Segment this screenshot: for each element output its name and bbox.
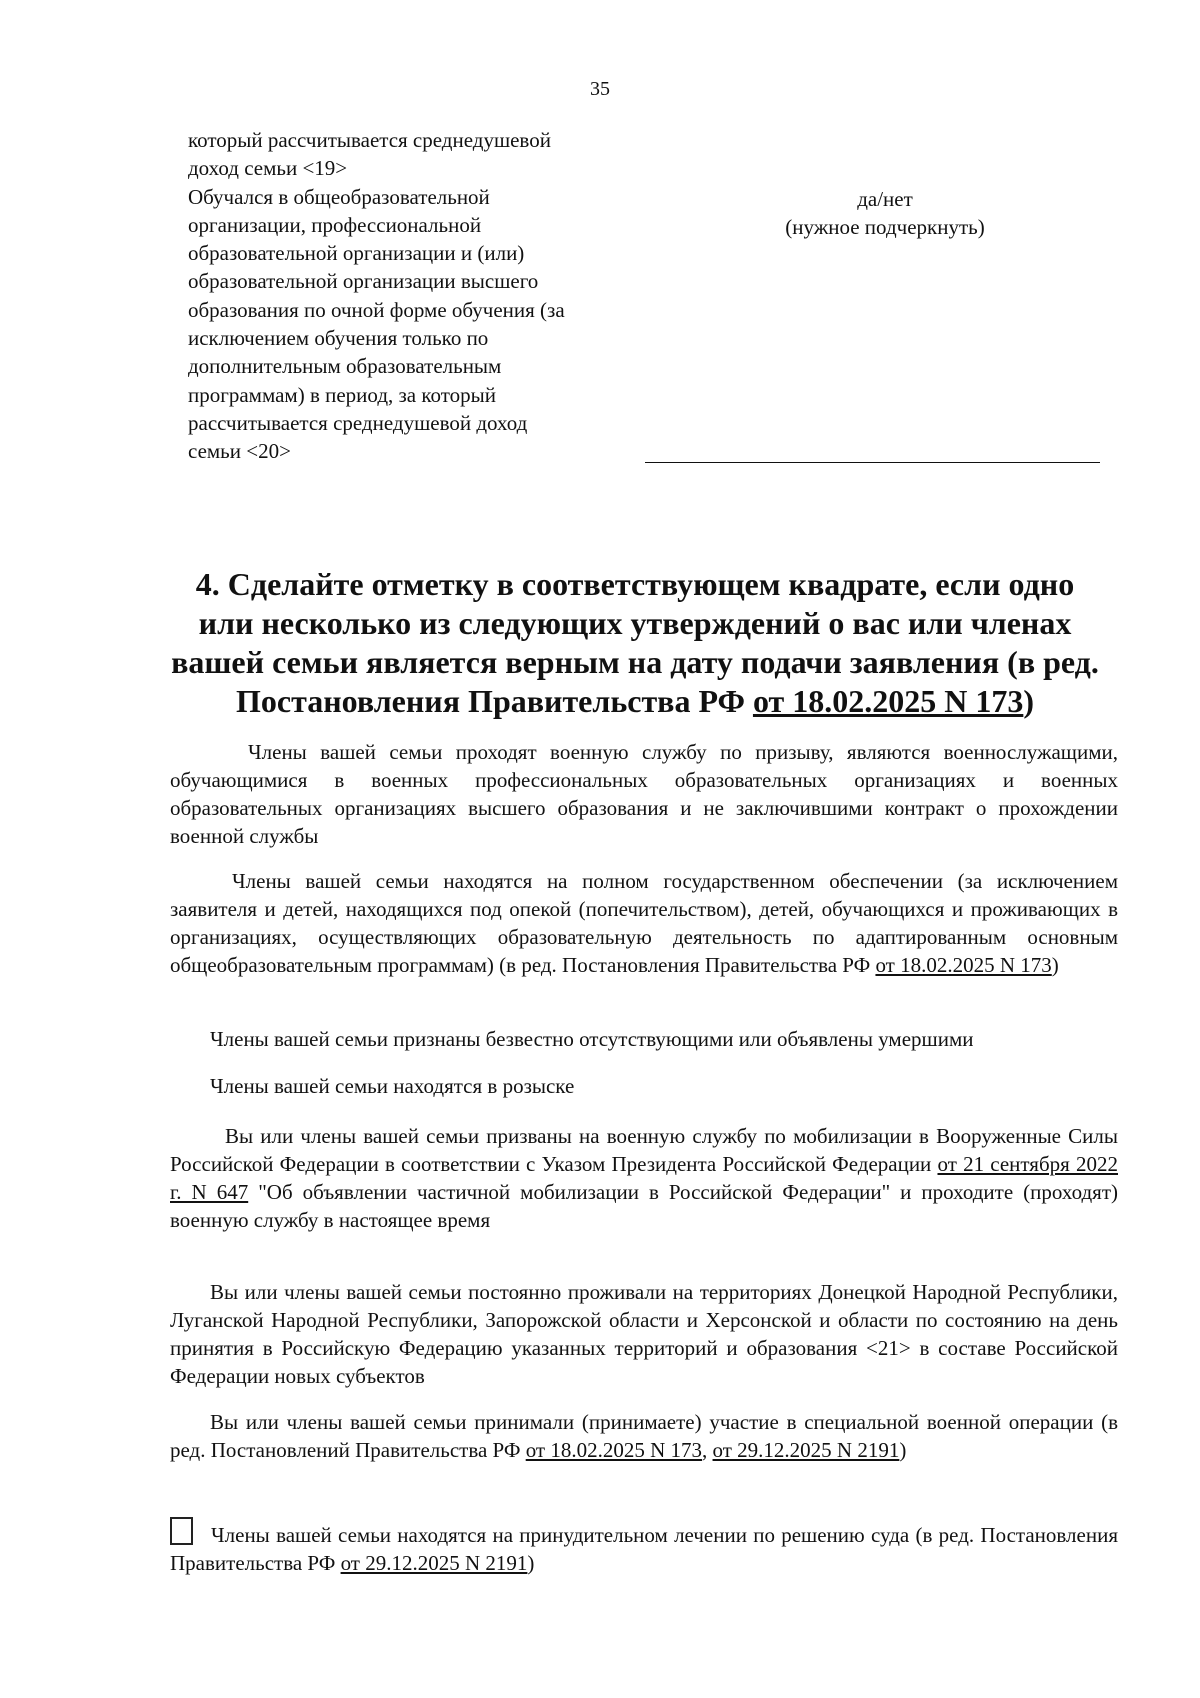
question-text-column <box>188 126 658 466</box>
heading-text: ) <box>1023 683 1034 719</box>
question-line: который рассчитывается среднедушевой <box>188 128 551 152</box>
heading-text: Постановления Правительства РФ <box>236 683 753 719</box>
statement-text: "Об объявлении частичной мобилизации в Российской Федерации" и проходите (проходят) военную службу в настоящее время <box>170 1180 1118 1232</box>
statement-state-support[interactable] <box>170 867 1118 979</box>
signature-line <box>645 462 1100 463</box>
statement-text: Вы или члены вашей семьи постоянно проживали на территориях Донецкой Народной Республики, Луганской Народной Республики, Запорожской области и Херсонской и области по состоянию на день принятия в Российскую Федерацию указанных территорий и образования <21> в составе Российской Федерации новых субъектов <box>170 1280 1118 1388</box>
question-line: образовательной организации высшего <box>188 269 539 294</box>
statement-missing-deceased[interactable] <box>170 1025 1118 1053</box>
question-line: образования по очной форме обучения (за <box>188 297 565 322</box>
statement-text: , <box>702 1438 713 1462</box>
heading-ref-link[interactable]: от 18.02.2025 N 173 <box>752 683 1024 719</box>
question-line: программам) в период, за который <box>188 382 496 407</box>
statement-ref-link[interactable]: от 18.02.2025 N 173 <box>525 1438 703 1462</box>
statement-text: Члены вашей семьи признаны безвестно отсутствующими или объявлены умершими <box>210 1027 974 1051</box>
statement-text: ) <box>899 1438 907 1462</box>
statement-text: Члены вашей семьи проходят военную службу по призыву, являются военнослужащими, обучающимися в военных профессиональных образовательных организациях и военных образовательных организациях высшего образования и не заключившими контракт о прохождении военной службы <box>170 740 1118 848</box>
statement-military-service[interactable] <box>170 738 1118 850</box>
page-number: 35 <box>590 78 610 100</box>
question-line: образовательной организации и (или) <box>188 241 525 266</box>
statement-mobilization[interactable] <box>170 1122 1118 1234</box>
statement-ref-link[interactable]: от 18.02.2025 N 173 <box>875 953 1052 977</box>
checkbox[interactable] <box>170 1517 193 1545</box>
question-line: семьи <20> <box>188 439 291 464</box>
statement-text: Вы или члены вашей семьи принимали (принимаете) участие в специальной военной операции (в ред. Постановлений Правительства РФ <box>170 1410 1118 1462</box>
question-line: исключением обучения только по <box>188 326 489 351</box>
statement-text: ) <box>527 1551 535 1575</box>
statement-compulsory-treatment[interactable] <box>170 1517 1118 1577</box>
statement-text: Члены вашей семьи находятся на принудительном лечении по решению суда (в ред. Постановления Правительства РФ <box>170 1523 1118 1575</box>
statement-text: Вы или члены вашей семьи призваны на военную службу по мобилизации в Вооруженные Силы Российской Федерации в соответствии с Указом Президента Российской Федерации <box>170 1124 1118 1176</box>
heading-line <box>150 682 1120 721</box>
answer-options[interactable]: да/нет <box>857 187 913 211</box>
question-line: рассчитывается среднедушевой доход <box>188 410 528 435</box>
question-line: организации, профессиональной <box>188 212 482 237</box>
heading-line: вашей семьи является верным на дату подачи заявления (в ред. <box>171 644 1099 680</box>
heading-line: 4. Сделайте отметку в соответствующем квадрате, если одно <box>195 566 1075 602</box>
question-line: дополнительным образовательным <box>188 354 502 379</box>
section-heading <box>150 565 1120 721</box>
statement-ref-link[interactable]: от 21 сентября 2022 г. N 647 <box>170 1152 1118 1204</box>
statement-wanted[interactable] <box>170 1072 1118 1100</box>
heading-line: или несколько из следующих утверждений о вас или членах <box>198 605 1072 641</box>
statement-text: Члены вашей семьи находятся на полном государственном обеспечении (за исключением заявителя и детей, находящихся под опекой (попечительством), детей, обучающихся и проживающих в организациях, осуществляющих образовательную деятельность по адаптированным основным общеобразовательным программам) (в ред. Постановления Правительства РФ <box>170 869 1118 977</box>
question-line: Обучался в общеобразовательной <box>188 184 490 209</box>
statement-special-operation[interactable] <box>170 1408 1118 1464</box>
statement-text: Члены вашей семьи находятся в розыске <box>210 1074 575 1098</box>
answer-column <box>735 185 1035 242</box>
statement-new-territories[interactable] <box>170 1278 1118 1390</box>
answer-hint: (нужное подчеркнуть) <box>785 215 985 240</box>
statement-ref-link[interactable]: от 29.12.2025 N 2191 <box>712 1438 900 1462</box>
question-line: доход семьи <19> <box>188 156 348 181</box>
statement-ref-link[interactable]: от 29.12.2025 N 2191 <box>340 1551 528 1575</box>
statement-text: ) <box>1051 953 1059 977</box>
